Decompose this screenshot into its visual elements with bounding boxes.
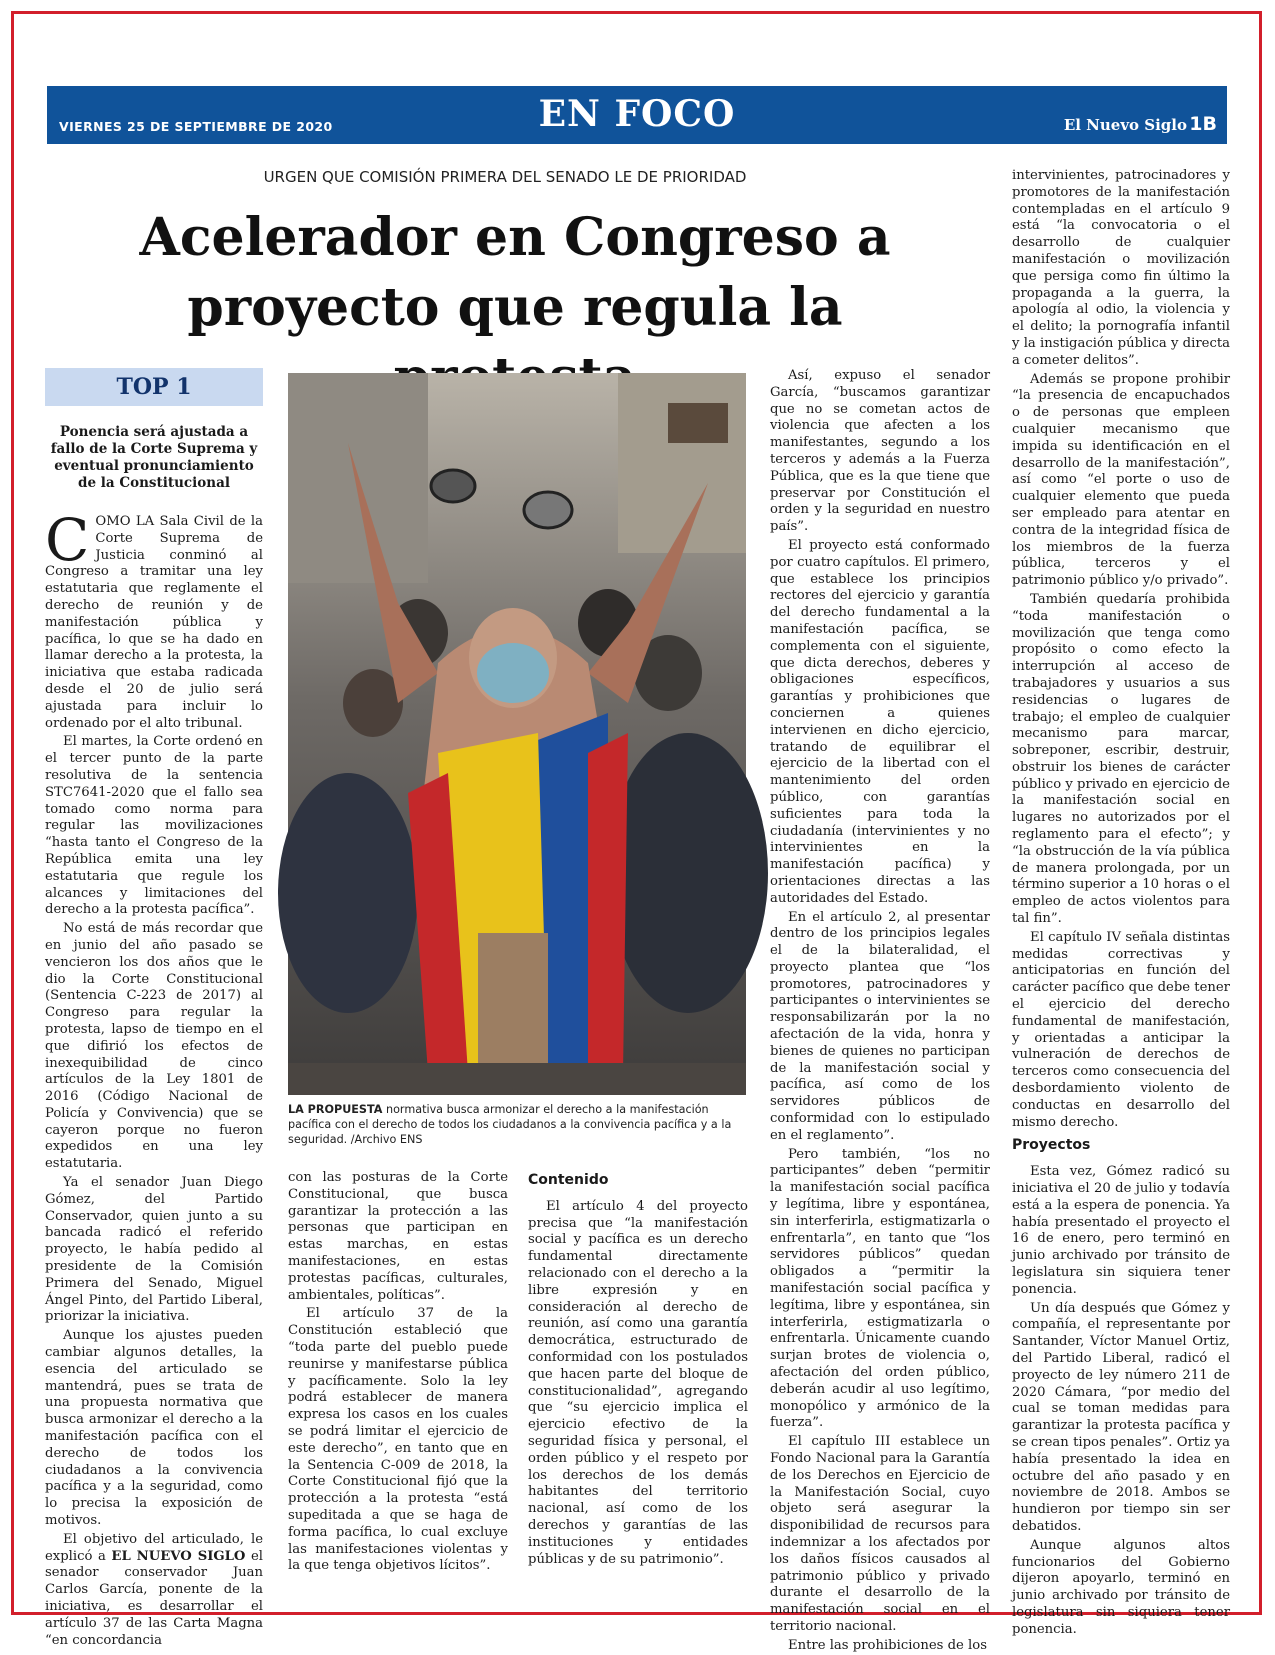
page-number: 1B (1189, 113, 1217, 135)
article-column-1 (45, 506, 263, 1648)
newspaper-name-mention: EL NUEVO SIGLO (111, 1548, 246, 1564)
article-column-2 (288, 1170, 508, 1574)
lead-summary: Ponencia será ajustada a fallo de la Corte Suprema y eventual pronunciamiento de la Constitucional (50, 424, 258, 491)
article-column-3 (528, 1166, 748, 1567)
paragraph: El capítulo IV señala distintas medidas correctivas y anticipatorias en función del carácter pacífico que debe tener el ejercicio del derecho fundamental de manifestación, y orientadas a anticipar la vulneración de derechos de terceros como consecuencia del desbordamiento violento de conductas en desarrollo del mismo derecho. (1012, 929, 1230, 1130)
drop-cap: C (45, 506, 90, 574)
paragraph: Ya el senador Juan Diego Gómez, del Partido Conservador, quien junto a su bancada radicó el referido proyecto, le había pedido al presidente de la Comisión Primera del Senado, Miguel Ángel Pinto, del Partido Liberal, priorizar la iniciativa. (45, 1175, 263, 1325)
paragraph: Un día después que Gómez y compañía, el representante por Santander, Víctor Manuel Ortiz, del Partido Liberal, radicó el proyecto de ley número 211 de 2020 Cámara, “por medio del cual se toman medidas para garantizar la protesta pacífica y se crean tipos penales”. Ortiz ya había presentado la idea en octubre del año pasado y en noviembre de 2018. Ambos se hundieron por tiempo sin ser debatidos. (1012, 1300, 1230, 1534)
subhead-contenido: Contenido (528, 1172, 609, 1188)
paragraph: En el artículo 2, al presentar dentro de los principios legales el de la bilateralidad, el proyecto plantea que “los promotores, patrocinadores y participantes o intervinientes se responsabilizarán por la no afectación de la vida, honra y bienes de quienes no participan de la manifestación social y pacífica, así como de los servidores públicos de conformidad con lo estipulado en el reglamento”. (770, 909, 990, 1143)
paragraph: intervinientes, patrocinadores y promotores de la manifestación contempladas en el artículo 9 está “la convocatoria o el desarrollo de cualquier manifestación o movilización que persiga como fin último la propaganda a la guerra, la apología al odio, la violencia y el delito; la pornografía infantil y la instigación pública y directa a cometer delitos”. (1012, 168, 1230, 368)
paragraph: Así, expuso el senador García, “buscamos garantizar que no se cometan actos de violencia que afecten a los manifestantes, segundo a los terceros y además a la Fuerza Pública, que es la que tiene que preservar por Constitución el orden y la seguridad en nuestro país”. (770, 368, 990, 535)
issue-date: VIERNES 25 DE SEPTIEMBRE DE 2020 (59, 119, 333, 134)
top-label: TOP 1 (45, 368, 263, 406)
paragraph: con las posturas de la Corte Constitucional, que busca garantizar la protección a las personas que participan en estas marchas, en estas manifestaciones, en estas protestas pacíficas, culturales, ambientales, políticas”. (288, 1170, 508, 1303)
paragraph: El artículo 37 de la Constitución estableció que “toda parte del pueblo puede reunirse y manifestarse pública y pacíficamente. Solo la ley podrá establecer de manera expresa los casos en los cuales se podrá limitar el ejercicio de este derecho”, en tanto que en la Sentencia C-009 de 2018, la Corte Constitucional fijó que la protección a la protesta “está supeditada a que se haga de forma pacífica, lo cual excluye las manifestaciones violentas y la que tenga objetivos lícitos”. (288, 1306, 508, 1574)
headline: Acelerador en Congreso a proyecto que regula la (139, 207, 891, 338)
paragraph: También quedaría prohibida “toda manifestación o movilización que tenga como propósito o como efecto la interrupción al acceso de trabajadores y usuarios a sus residencias o lugares de trabajo; el empleo de cualquier mecanismo para marcar, sobreponer, escribir, destruir, obstruir los bienes de carácter público y privado en ejercicio de la manifestación social en lugares no autorizados por el reglamento para el efecto”; y “la obstrucción de la vía pública de manera prolongada, por un término superior a 10 horas o el empleo de actos violentos para tal fin”. (1012, 591, 1230, 927)
article-column-5 (1012, 168, 1230, 1637)
paragraph: No está de más recordar que en junio del año pasado se vencieron los dos años que le dio la Corte Constitucional (Sentencia C-223 de 2017) al Congreso para regular la protesta, lapso de tiempo en el que difirió los efectos de inexequibilidad de cinco artículos de la Ley 1801 de 2016 (Código Nacional de Policía y Convivencia) que se cayeron porque no fueron expedidos en una ley estatutaria. (45, 921, 263, 1172)
photo-caption: LA PROPUESTA normativa busca armonizar el derecho a la manifestación pacífica con el derecho de todos los ciudadanos a la convivencia pacífica y a la seguridad. /Archivo ENS (288, 1103, 732, 1146)
newspaper-brand: El Nuevo Siglo (1063, 116, 1187, 134)
paragraph: El capítulo III establece un Fondo Nacional para la Garantía de los Derechos en Ejercicio de la Manifestación Social, cuyo objeto será asegurar la disponibilidad de recursos para indemnizar a los afectados por los daños físicos causados al patrimonio público y privado durante el desarrollo de la manifestación social en el territorio nacional. (770, 1434, 990, 1634)
kicker: URGEN QUE COMISIÓN PRIMERA DEL SENADO LE DE PRIORIDAD (263, 168, 747, 186)
protest-photo-illustration (288, 373, 746, 1095)
paragraph: El artículo 4 del proyecto precisa que “la manifestación social y pacífica es un derecho fundamental directamente relacionado con el derecho a la libre expresión y en consideración al derecho de reunión, así como una garantía democrática, estructurado de conformidad con los postulados que hacen parte del bloque de constitucionalidad”, agregando que “su ejercicio implica el ejercicio efectivo de la seguridad física y personal, el orden público y el respeto por los derechos de los demás habitantes del territorio nacional, así como de los derechos y garantías de las instituciones y entidades públicas y de su patrimonio”. (528, 1198, 748, 1567)
paragraph: Aunque algunos altos funcionarios del Gobierno dijeron apoyarlo, terminó en junio archivado por tránsito de legislatura sin siquiera tener ponencia. (1012, 1537, 1230, 1637)
paragraph: Entre las prohibiciones de los (788, 1637, 987, 1653)
section-header-band (47, 86, 1227, 144)
paragraph: COMO LA Sala Civil de la Corte Suprema de Justicia conminó al Congreso a tramitar una ley estatutaria que reglamente el derecho de reunión y de manifestación pública y pacífica, lo que se ha dado en llamar derecho a la protesta, la iniciativa que estaba radicada desde el 20 de julio será ajustada para incluir lo ordenado por el alto tribunal. (45, 506, 263, 731)
paragraph: El objetivo del articulado, le explicó a EL NUEVO SIGLO el senador conservador Juan Carlos García, ponente de la iniciativa, es desarrollar el artículo 37 de las Carta Magna “en concordancia (45, 1531, 263, 1648)
paragraph: Pero también, “los no participantes” deben “permitir la manifestación social pacífica y legítima, libre y espontánea, sin interferirla, estigmatizarla o enfrentarla”, en tanto que “los servidores públicos” quedan obligados a “permitir la manifestación social pacífica y legítima, libre y espontánea, sin interferirla, estigmatizarla o enfrentarla. Únicamente cuando surjan brotes de violencia o, afectación del orden público, deberán acudir al uso legítimo, monopólico y armónico de la fuerza”. (770, 1146, 990, 1431)
subhead-proyectos: Proyectos (1012, 1137, 1091, 1154)
protest-photo (288, 373, 746, 1095)
paragraph: Esta vez, Gómez radicó su iniciativa el 20 de julio y todavía está a la espera de ponencia. Ya había presentado el proyecto el 16 de enero, pero terminó en junio archivado por tránsito de legislatura sin siquiera tener ponencia. (1012, 1164, 1230, 1297)
section-title: EN FOCO (538, 93, 736, 135)
article-column-4 (770, 368, 990, 1653)
paragraph: El proyecto está conformado por cuatro capítulos. El primero, que establece los principios rectores del ejercicio y garantía del derecho fundamental a la manifestación pacífica, se complementa con el siguiente, que dicta derechos, deberes y obligaciones específicos, garantías y prohibiciones que conciernen a quienes intervienen en dicho ejercicio, tratando de equilibrar el ejercicio de la libertad con el mantenimiento del orden público, con garantías suficientes para toda la ciudadanía (intervinientes y no intervinientes en la manifestación pacífica) y orientaciones directas a las autoridades del Estado. (770, 537, 990, 906)
paragraph: El martes, la Corte ordenó en el tercer punto de la parte resolutiva de la sentencia STC7641-2020 que el fallo sea tomado como norma para regular las movilizaciones “hasta tanto el Congreso de la República emita una ley estatutaria que regule los alcances y limitaciones del derecho a la protesta pacífica”. (45, 734, 263, 918)
paragraph: Aunque los ajustes pueden cambiar algunos detalles, la esencia del articulado se mantendrá, pues se trata de una propuesta normativa que busca armonizar el derecho a la manifestación pacífica con el derecho de todos los ciudadanos a la convivencia pacífica y a la seguridad, como lo precisa la exposición de motivos. (45, 1328, 263, 1529)
paragraph: Además se propone prohibir “la presencia de encapuchados o de personas que empleen cualquier mecanismo que impida su identificación en el desarrollo de la manifestación”, así como “el porte o uso de cualquier elemento que pueda ser empleado para atentar en contra de la integridad física de los miembros de la fuerza pública, terceros y el patrimonio público y/o privado”. (1012, 371, 1230, 589)
